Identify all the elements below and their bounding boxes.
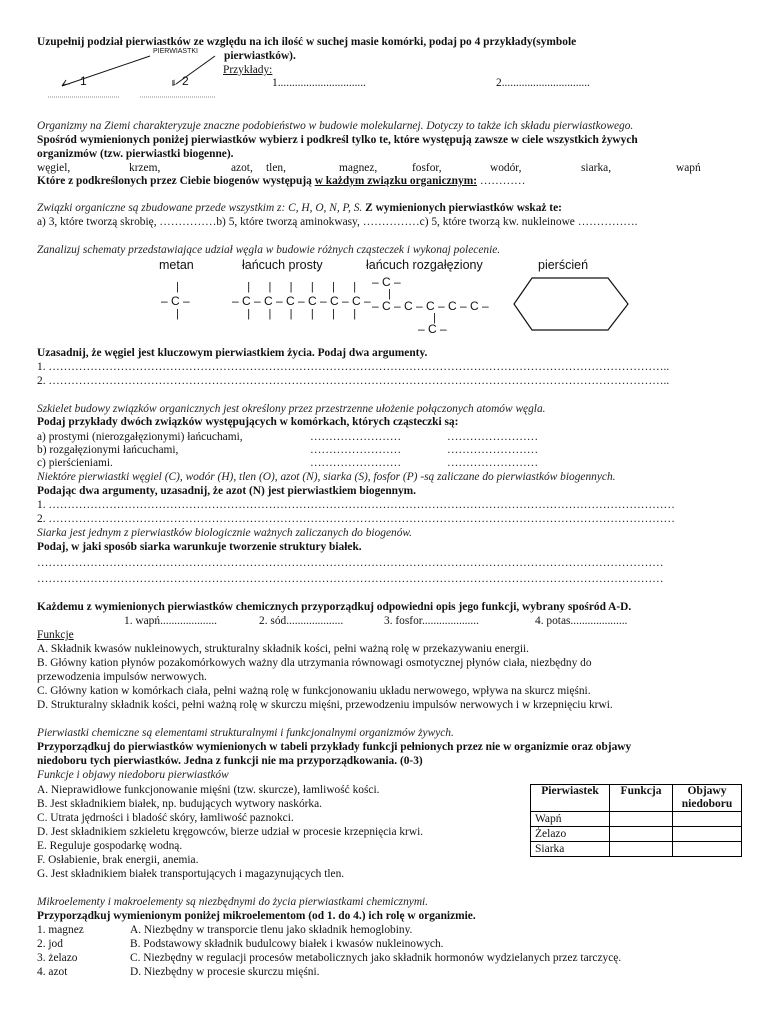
q2-element-4[interactable]: magnez, bbox=[339, 162, 378, 174]
q5-task: Podaj przykłady dwóch związków występujących w komórkach, których cząsteczki są: bbox=[37, 416, 459, 428]
q2-intro: Organizmy na Ziemi charakteryzuje znaczne podobieństwo w budowie molekularnej. Dotyczy to także ich składu pierwiastkowego. bbox=[37, 120, 634, 132]
q2-followup-blank[interactable]: ………… bbox=[477, 175, 526, 187]
q10-task: Przyporządkuj wymienionym poniżej mikroelementom (od 1. do 4.) ich rolę w organizmie. bbox=[37, 910, 476, 922]
table-row bbox=[531, 842, 742, 857]
q4-branched-bottom-bond: | bbox=[433, 312, 436, 324]
q7-answer-1[interactable]: ………………………………………………………………………………………………………………………………………………… bbox=[37, 557, 664, 569]
q8-item-2[interactable]: 2. sód.................... bbox=[259, 615, 344, 627]
q1-heading-line1: Uzupełnij podział pierwiastków ze względu na ich ilość w suchej masie komórki, podaj po 4 przykłady(symbole bbox=[37, 36, 577, 48]
q6-answer-1[interactable]: 1. ………………………………………………………………………………………………………………………………………………… bbox=[37, 499, 675, 511]
q9-list-c: C. Utrata jędrności i bladość skóry, łamliwość paznokci. bbox=[37, 812, 294, 824]
q8-function-d: D. Strukturalny składnik kości, pełni ważną rolę w skurczu mięśni, przewodzeniu impulsów nerwowych i w krzepnięciu krwi. bbox=[37, 699, 613, 711]
q4-chain-formula: – C – C – C – C – C – C – bbox=[232, 294, 371, 308]
q1-branch-1: 1 bbox=[80, 74, 87, 88]
q7-intro: Siarka jest jednym z pierwiastków biologicznie ważnych zaliczanych do biogenów. bbox=[37, 527, 413, 539]
q4-label-branched-chain: łańcuch rozgałęziony bbox=[366, 258, 483, 272]
q5-row-a-blank-2[interactable]: …………………… bbox=[447, 431, 539, 443]
q10-row-1-num: 1. magnez bbox=[37, 924, 84, 936]
q8-task: Każdemu z wymienionych pierwiastków chemicznych przyporządkuj odpowiedni opis jego funkcji, wybrany spośród A-D. bbox=[37, 601, 632, 613]
q7-answer-2[interactable]: ………………………………………………………………………………………………………………………………………………… bbox=[37, 573, 664, 585]
q5-row-c-blank-2[interactable]: …………………… bbox=[447, 457, 539, 469]
q1-example-1[interactable]: 1............................... bbox=[272, 77, 366, 89]
q9-table-header-deficiency: Objawy niedoboru bbox=[673, 785, 742, 812]
q2-element-3[interactable]: tlen, bbox=[266, 162, 286, 174]
q10-row-2-num: 2. jod bbox=[37, 938, 63, 950]
q2-followup-prefix: Które z podkreślonych przez Ciebie biogenów występują bbox=[37, 175, 315, 187]
q10-row-4-num: 4. azot bbox=[37, 966, 68, 978]
q10-row-2-role: B. Podstawowy składnik budulcowy białek i kwasów nukleinowych. bbox=[130, 938, 444, 950]
q10-row-3-num: 3. żelazo bbox=[37, 952, 78, 964]
q9-table-header-function: Funkcja bbox=[610, 785, 673, 812]
q2-task-line2: organizmów (tzw. pierwiastki biogenne). bbox=[37, 148, 234, 160]
q1-branch-1-icon: ← bbox=[60, 75, 72, 89]
q4-branched-top-bond: | bbox=[388, 288, 391, 300]
q9-table-cell-deficiency[interactable] bbox=[673, 842, 742, 857]
q9-table-cell-function[interactable] bbox=[610, 827, 673, 842]
q7-task: Podaj, w jaki sposób siarka warunkuje tworzenie struktury białek. bbox=[37, 541, 362, 553]
q5-row-c-blank-1[interactable]: …………………… bbox=[310, 457, 402, 469]
q5-intro: Szkielet budowy związków organicznych jest określony przez przestrzenne ułożenie połączonych atomów węgla. bbox=[37, 403, 546, 415]
q5-row-b-blank-2[interactable]: …………………… bbox=[447, 444, 539, 456]
q9-list-heading: Funkcje i objawy niedoboru pierwiastków bbox=[37, 769, 229, 781]
q4-ring-hexagon bbox=[512, 276, 632, 336]
q8-functions-heading: Funkcje bbox=[37, 629, 74, 641]
q8-function-b: B. Główny kation płynów pozakomórkowych ważny dla utrzymania równowagi osmotycznej płynów ciała, niezbędny do bbox=[37, 657, 592, 669]
q5-row-b-blank-1[interactable]: …………………… bbox=[310, 444, 402, 456]
q4-intro: Zanalizuj schematy przedstawiające udział węgla w budowie różnych cząsteczek i wykonaj polecenie. bbox=[37, 244, 501, 256]
table-row bbox=[531, 827, 742, 842]
q9-table-cell-function[interactable] bbox=[610, 812, 673, 827]
q2-element-8[interactable]: wapń bbox=[676, 162, 701, 174]
q4-task: Uzasadnij, że węgiel jest kluczowym pierwiastkiem życia. Podaj dwa argumenty. bbox=[37, 347, 428, 359]
q8-item-1[interactable]: 1. wapń.................... bbox=[124, 615, 218, 627]
q1-branch-2-icon: ↓ bbox=[172, 77, 177, 88]
q1-example-2[interactable]: 2............................... bbox=[496, 77, 590, 89]
q3-task: Z wymienionych pierwiastków wskaż te: bbox=[362, 202, 562, 214]
q5-row-a-label: a) prostymi (nierozgałęzionymi) łańcuchami, bbox=[37, 431, 243, 443]
table-row bbox=[531, 812, 742, 827]
q4-chain-top-bonds: | | | | | | bbox=[232, 281, 357, 293]
q2-element-5[interactable]: fosfor, bbox=[412, 162, 442, 174]
q4-methane-formula: – C – bbox=[161, 294, 190, 308]
q2-element-7[interactable]: siarka, bbox=[581, 162, 612, 174]
q9-task-line2: niedoboru tych pierwiastków. Jedna z funkcji nie ma przyporządkowania. (0-3) bbox=[37, 755, 423, 767]
q4-branched-mid: – C – C – C – C – C – bbox=[372, 299, 489, 313]
q10-intro: Mikroelementy i makroelementy są niezbędnymi do życia pierwiastkami chemicznymi. bbox=[37, 896, 429, 908]
q9-table-header-element: Pierwiastek bbox=[531, 785, 610, 812]
q9-table-cell-deficiency[interactable] bbox=[673, 812, 742, 827]
q6-answer-2[interactable]: 2. ………………………………………………………………………………………………………………………………………………… bbox=[37, 513, 675, 525]
q4-answer-2[interactable]: 2. ……………………………………………………………………………………………………………………………………………….. bbox=[37, 375, 670, 387]
q5-row-c-label: c) pierścieniami. bbox=[37, 457, 113, 469]
q9-table-row-label: Żelazo bbox=[531, 827, 610, 842]
q5-row-b-label: b) rozgałęzionymi łańcuchami, bbox=[37, 444, 179, 456]
q9-intro: Pierwiastki chemiczne są elementami strukturalnymi i funkcjonalnymi organizmów żywych. bbox=[37, 727, 454, 739]
q4-label-straight-chain: łańcuch prosty bbox=[242, 258, 323, 272]
q1-heading-line2: pierwiastków). bbox=[224, 50, 296, 62]
q10-row-1-role: A. Niezbędny w transporcie tlenu jako składnik hemoglobiny. bbox=[130, 924, 413, 936]
q9-table-cell-deficiency[interactable] bbox=[673, 827, 742, 842]
q8-item-3[interactable]: 3. fosfor.................... bbox=[384, 615, 479, 627]
q4-methane-bottom-bond: | bbox=[176, 308, 179, 320]
q9-list-d: D. Jest składnikiem szkieletu kręgowców, bierze udział w procesie krzepnięcia krwi. bbox=[37, 826, 424, 838]
q9-task-line1: Przyporządkuj do pierwiastków wymienionych w tabeli przykłady funkcji pełnionych przez nie w organizmie oraz objawy bbox=[37, 741, 632, 753]
q3-intro: Związki organiczne są zbudowane przede wszystkim z: C, H, O, N, P, S. bbox=[37, 202, 363, 214]
q4-chain-bottom-bonds: | | | | | | bbox=[232, 308, 357, 320]
q2-element-2[interactable]: azot, bbox=[231, 162, 253, 174]
q6-task: Podając dwa argumenty, uzasadnij, że azot (N) jest pierwiastkiem biogennym. bbox=[37, 485, 417, 497]
q9-list-a: A. Nieprawidłowe funkcjonowanie mięśni (tzw. skurcze), łamliwość kości. bbox=[37, 784, 380, 796]
q10-row-4-role: D. Niezbędny w procesie skurczu mięśni. bbox=[130, 966, 320, 978]
q2-element-0[interactable]: węgiel, bbox=[37, 162, 71, 174]
q9-list-e: E. Reguluje gospodarkę wodną. bbox=[37, 840, 183, 852]
q6-intro: Niektóre pierwiastki węgiel (C), wodór (H), tlen (O), azot (N), siarka (S), fosfor (P) -są zaliczane do pierwiastków biogennych. bbox=[37, 471, 616, 483]
q2-task-line1: Spośród wymienionych poniżej pierwiastków wybierz i podkreśl tylko te, które występują zawsze w ciele wszystkich żywych bbox=[37, 134, 638, 146]
q10-row-3-role: C. Niezbędny w regulacji procesów metabolicznych jako składnik hormonów wydzielanych przez tarczycę. bbox=[130, 952, 622, 964]
q9-list-g: G. Jest składnikiem białek transportujących i magazynujących tlen. bbox=[37, 868, 345, 880]
q9-list-b: B. Jest składnikiem białek, np. budujących wytwory naskórka. bbox=[37, 798, 323, 810]
q3-options[interactable]: a) 3, które tworzą skrobię, ……………b) 5, które tworzą aminokwasy, ……………c) 5, które tworzą kw. nukleinowe ……………. bbox=[37, 216, 638, 228]
q8-item-4[interactable]: 4. potas.................... bbox=[535, 615, 628, 627]
q4-methane-top-bond: | bbox=[176, 281, 179, 293]
q1-tree-lines bbox=[0, 0, 768, 110]
q3-heading bbox=[37, 202, 562, 215]
q9-table-row-label: Wapń bbox=[531, 812, 610, 827]
q9-answer-table bbox=[530, 784, 742, 857]
q4-label-methane: metan bbox=[159, 258, 194, 272]
q5-row-a-blank-1[interactable]: …………………… bbox=[310, 431, 402, 443]
q1-tree-label: PIERWIASTKI bbox=[153, 48, 198, 55]
q8-function-c: C. Główny kation w komórkach ciała, pełni ważną rolę w funkcjonowaniu układu nerwowego, wpływa na skurcz mięśni. bbox=[37, 685, 591, 697]
q9-list-f: F. Osłabienie, brak energii, anemia. bbox=[37, 854, 199, 866]
q2-element-6[interactable]: wodór, bbox=[490, 162, 522, 174]
q8-function-b-cont: przewodzenia impulsów nerwowych. bbox=[37, 671, 207, 683]
q4-answer-1[interactable]: 1. ……………………………………………………………………………………………………………………………………………….. bbox=[37, 361, 670, 373]
q4-branched-top: – C – bbox=[372, 275, 401, 289]
q9-table-row-label: Siarka bbox=[531, 842, 610, 857]
q1-branch-2: 2 bbox=[182, 74, 189, 88]
q2-followup bbox=[37, 175, 525, 188]
q9-table-cell-function[interactable] bbox=[610, 842, 673, 857]
q4-label-ring: pierścień bbox=[538, 258, 589, 272]
q2-followup-underlined: w każdym związku organicznym: bbox=[314, 175, 477, 187]
q9-table-header-row bbox=[531, 785, 742, 812]
q4-branched-bottom: – C – bbox=[418, 322, 447, 336]
q2-element-1[interactable]: krzem, bbox=[129, 162, 161, 174]
q8-function-a: A. Składnik kwasów nukleinowych, strukturalny składnik kości, pełni ważną rolę w przekazywaniu energii. bbox=[37, 643, 529, 655]
q1-examples-label: Przykłady: bbox=[223, 64, 273, 76]
